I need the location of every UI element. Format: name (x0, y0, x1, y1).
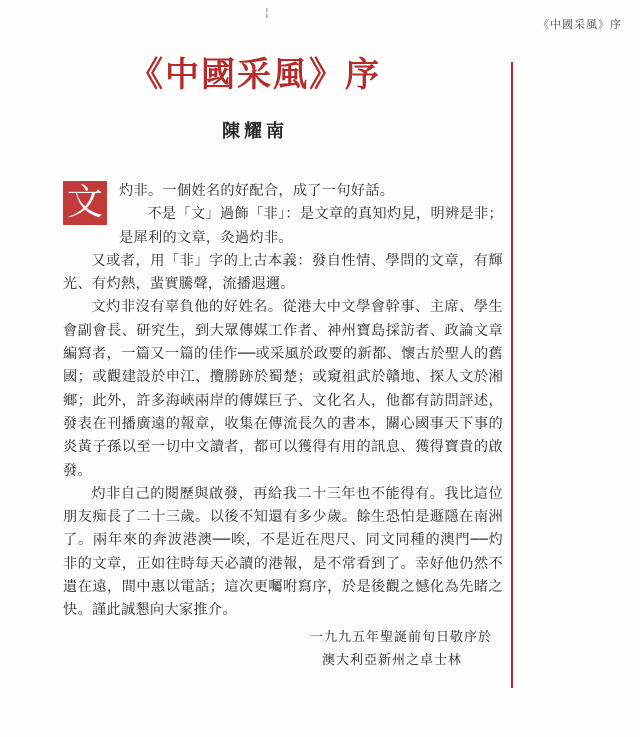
paragraph: 不是「文」過飾「非」：是文章的真知灼見，明辨是非；是犀利的文章，灸過灼非。 (119, 206, 503, 246)
drop-cap: 文 (63, 181, 107, 225)
author-name: 陳耀南 (222, 121, 288, 142)
paragraph: 灼非自己的閱歷與啟發，再給我二十三年也不能得有。我比這位朋友痴長了二十三歲。以後不知還有多少歲。餘生恐怕是遯隱在南洲了。兩年來的奔波港澳──唉，不是近在咫尺、同文同種的澳門──灼非的文章，正如往時每天必讀的港報，是不常看到了。幸好他仍然不遺在遠，間中惠以電話；這次更囑咐寫序，於是後觀之憾化為先睹之快。謹此誠懇向大家推介。 (63, 485, 503, 619)
running-head: 《中國采風》序 (538, 18, 622, 31)
opening-line: 灼非。一個姓名的好配合，成了一句好話。 (119, 183, 395, 199)
vertical-rule (511, 62, 513, 688)
signature-line: 一九九五年聖誕前旬日敬序於 (309, 630, 492, 645)
signature (310, 626, 492, 672)
page-title: 《中國采風》序 (129, 55, 381, 95)
paragraph: 文灼非沒有辜負他的好姓名。從港大中文學會幹事、主席、學生會副會長、研究生，到大眾傳媒工作者、神州寶島採訪者、政論文章編寫者，一篇又一篇的佳作──或采風於政要的新都、懷古於聖人的舊國；或觀建設於申江、攬勝跡於蜀楚；或窺祖武於贛地、探人文於湘鄉；此外，許多海峽兩岸的傳媒巨子、文化名人，他都有訪問評述，發表在刊播廣遠的報章，收集在傳流長久的書本，關心國事天下事的炎黃子孫以至一切中文讀者，都可以獲得有用的訊息、獲得寶貴的啟發。 (63, 299, 503, 479)
body-text (63, 180, 503, 623)
paragraph: 又或者，用「非」字的上古本義：發自性情、學問的文章，有輝光、有灼熱，蜚實騰聲，流播遐邇。 (63, 252, 503, 293)
signature-line: 澳大利亞新州之卓士林 (321, 653, 462, 668)
top-mark: ¦ (265, 6, 269, 19)
